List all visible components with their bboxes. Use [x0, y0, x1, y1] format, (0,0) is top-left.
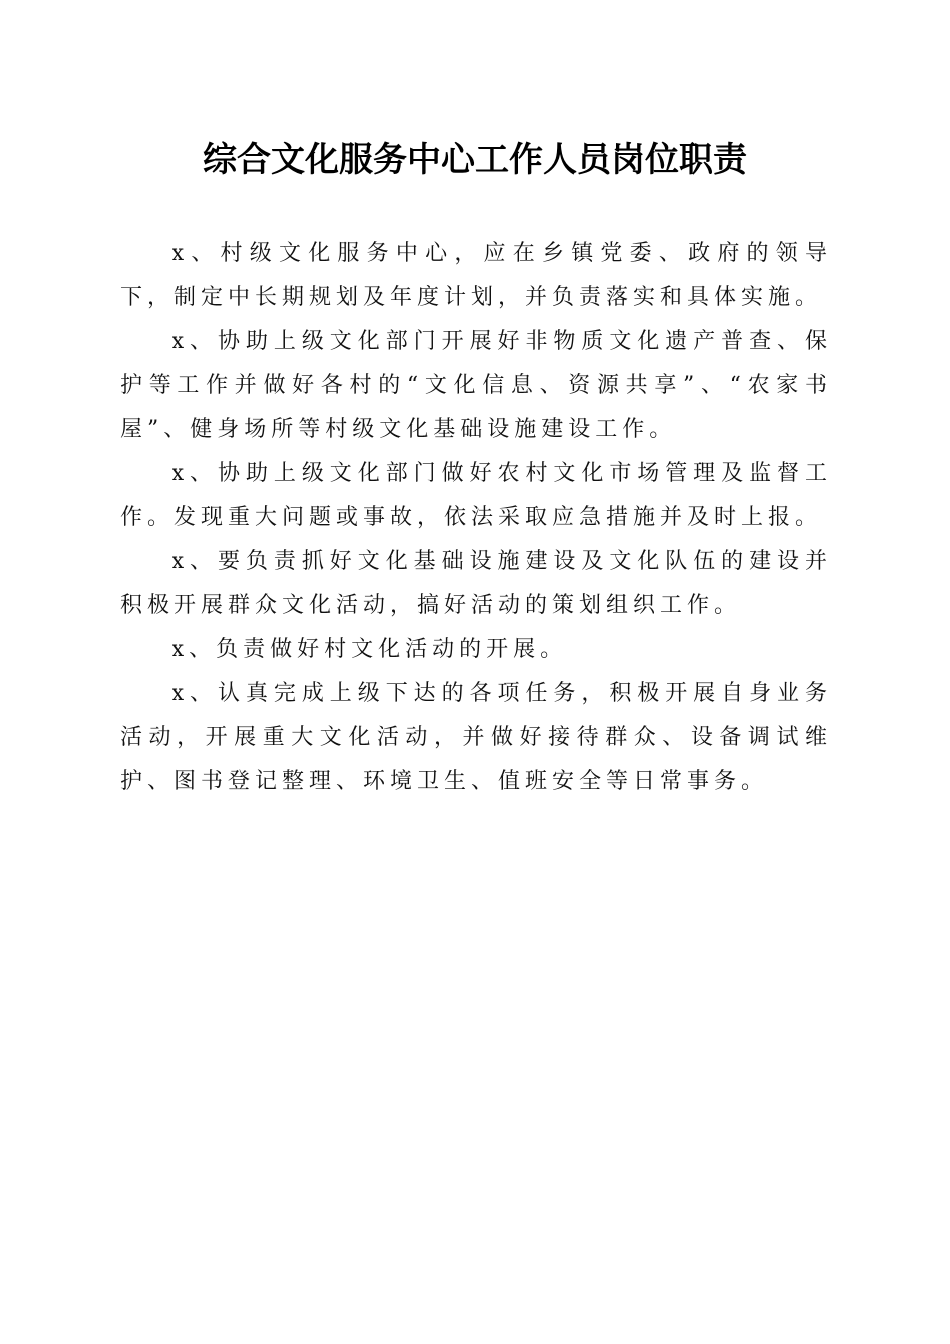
duty-paragraph-2: x、协助上级文化部门开展好非物质文化遗产普查、保护等工作并做好各村的“文化信息、资源共享”、“农家书屋”、健身场所等村级文化基础设施建设工作。: [120, 329, 832, 442]
document-body: [120, 232, 832, 804]
duty-paragraph-3: x、协助上级文化部门做好农村文化市场管理及监督工作。发现重大问题或事故，依法采取应急措施并及时上报。: [120, 461, 832, 530]
document-title: 综合文化服务中心工作人员岗位职责: [203, 140, 747, 180]
duty-paragraph-4: x、要负责抓好文化基础设施建设及文化队伍的建设并积极开展群众文化活动，搞好活动的策划组织工作。: [120, 549, 832, 618]
duty-paragraph-5: x、负责做好村文化活动的开展。: [171, 637, 568, 662]
duty-paragraph-1: x、村级文化服务中心，应在乡镇党委、政府的领导下，制定中长期规划及年度计划，并负责落实和具体实施。: [120, 241, 832, 310]
duty-paragraph-6: x、认真完成上级下达的各项任务，积极开展自身业务活动，开展重大文化活动，并做好接待群众、设备调试维护、图书登记整理、环境卫生、值班安全等日常事务。: [120, 681, 832, 794]
